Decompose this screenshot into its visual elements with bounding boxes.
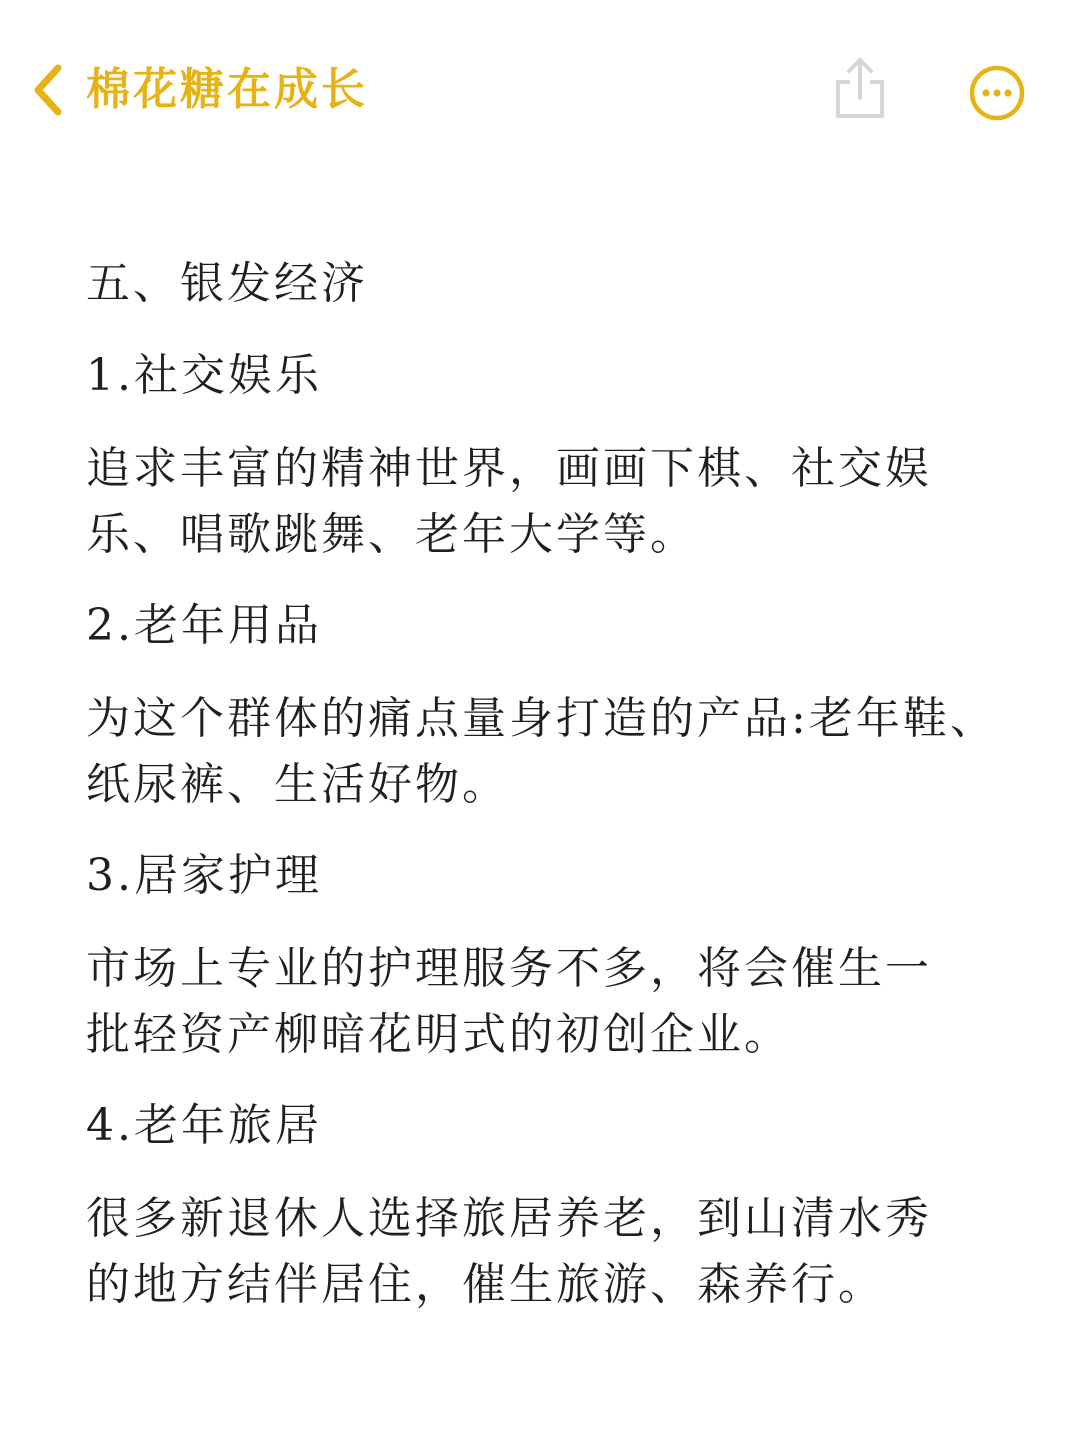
article-content (86, 252, 997, 1344)
item-paragraph (86, 686, 997, 818)
paragraph-line: 追求丰富的精神世界，画画下棋、社交娱 (86, 443, 932, 494)
more-button[interactable] (968, 64, 1026, 122)
paragraph-line: 很多新退休人选择旅居养老，到山清水秀 (86, 1193, 932, 1244)
paragraph-line: 市场上专业的护理服务不多，将会催生一 (86, 943, 932, 994)
item-heading: 2.老年用品 (86, 600, 322, 651)
paragraph-line: 批轻资产柳暗花明式的初创企业。 (86, 1009, 791, 1060)
nav-bar (0, 0, 1080, 180)
paragraph-line: 为这个群体的痛点量身打造的产品:老年鞋、 (86, 693, 997, 744)
back-button[interactable] (28, 60, 78, 120)
nav-title: 棉花糖在成长 (86, 64, 368, 115)
chevron-left-icon (28, 60, 78, 120)
paragraph-line: 的地方结伴居住，催生旅游、森养行。 (86, 1259, 885, 1310)
item-heading: 1.社交娱乐 (86, 350, 322, 401)
share-icon (830, 54, 890, 124)
item-paragraph (86, 1186, 986, 1318)
item-paragraph (86, 936, 986, 1068)
item-heading: 3.居家护理 (86, 850, 322, 901)
section-title: 五、银发经济 (86, 258, 368, 309)
item-heading: 4.老年旅居 (86, 1100, 322, 1151)
more-dots-icon (968, 64, 1026, 122)
paragraph-line: 纸尿裤、生活好物。 (86, 759, 509, 810)
share-button[interactable] (830, 54, 890, 124)
paragraph-line: 乐、唱歌跳舞、老年大学等。 (86, 509, 697, 560)
item-paragraph (86, 436, 986, 568)
